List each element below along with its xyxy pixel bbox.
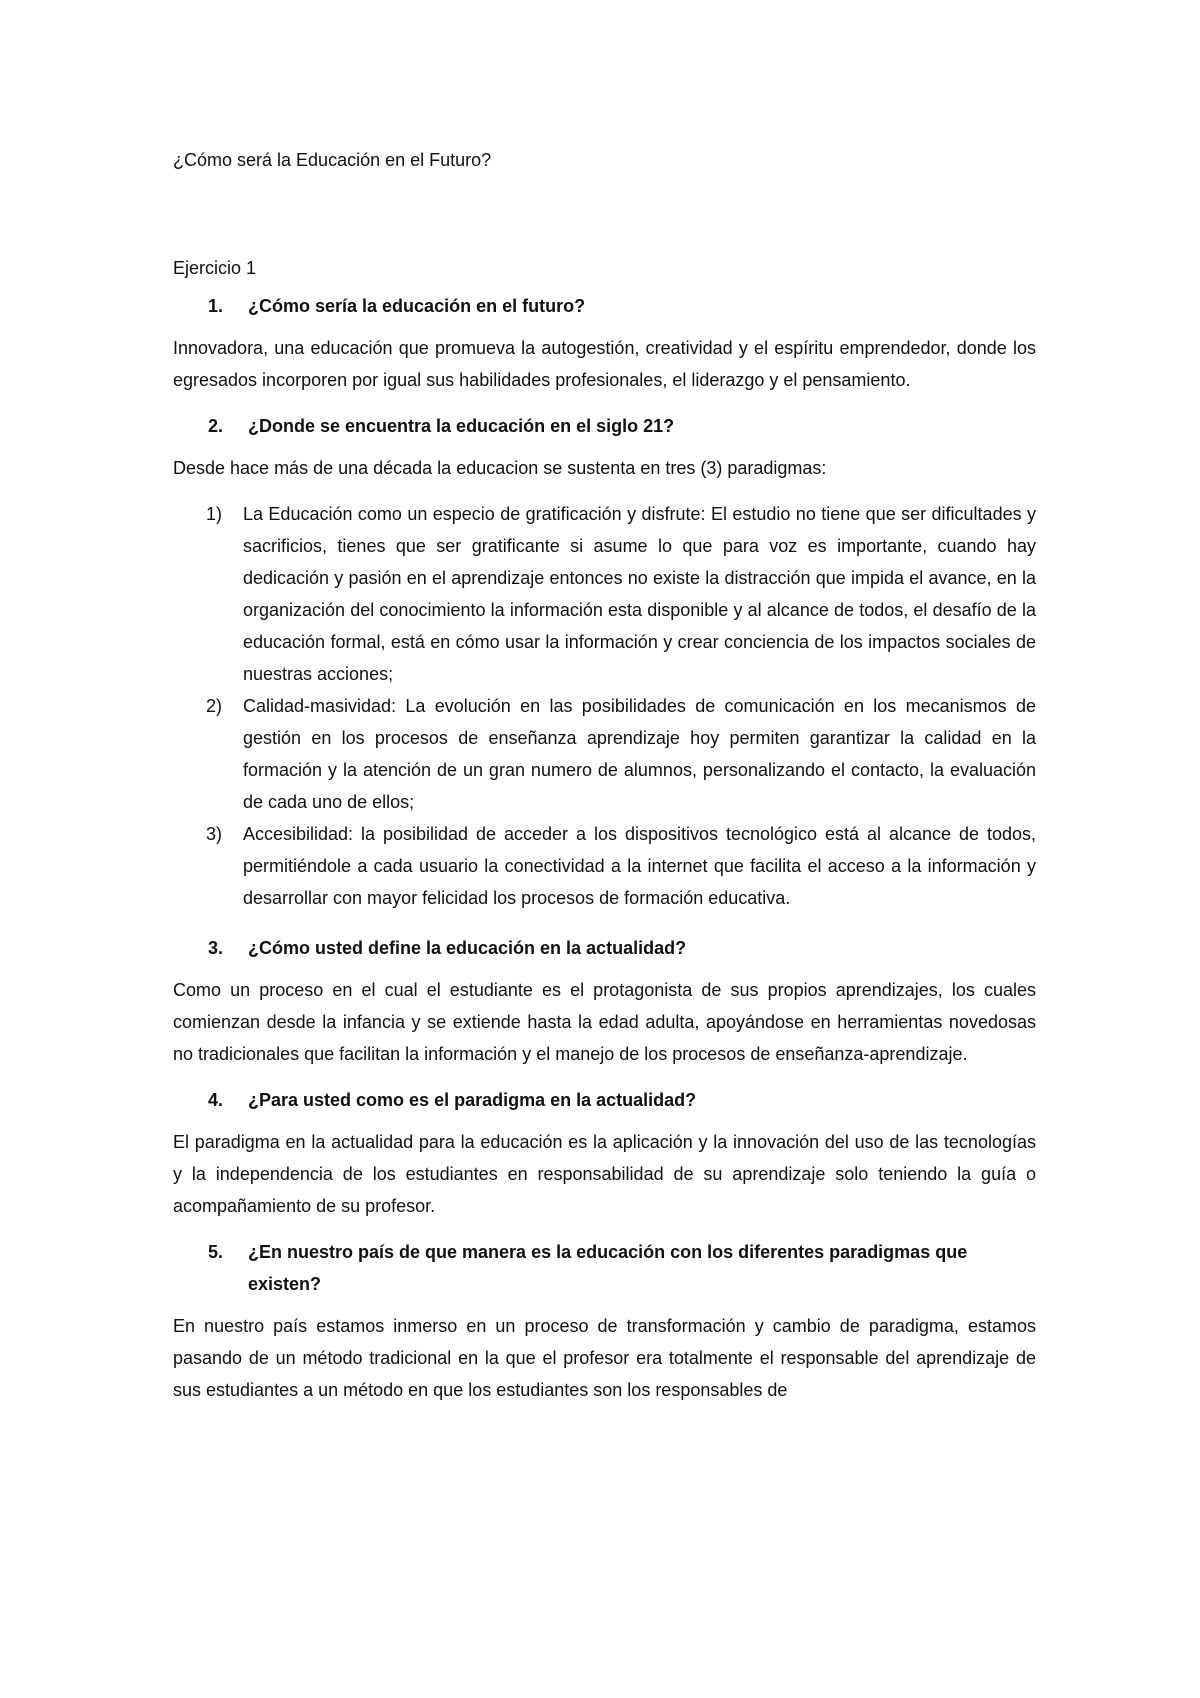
list-item: [173, 818, 1036, 914]
question-number: 4.: [208, 1090, 224, 1110]
question-text: ¿Para usted como es el paradigma en la actualidad?: [248, 1090, 697, 1110]
answer-4: El paradigma en la actualidad para la educación es la aplicación y la innovación del uso de las tecnologías y la independencia de los estudiantes en responsabilidad de su aprendizaje solo teniendo la guía o acompañamiento de su profesor.: [173, 1132, 1036, 1216]
paradigm-list: [173, 498, 1036, 914]
question-3: [173, 932, 1036, 964]
list-item-text: Accesibilidad: la posibilidad de acceder a los dispositivos tecnológico está al alcance de todos, permitiéndole a cada usuario la conectividad a la internet que facilita el acceso a la información y desarrollar con mayor felicidad los procesos de formación educativa.: [243, 824, 1036, 908]
answer-1: Innovadora, una educación que promueva la autogestión, creatividad y el espíritu emprendedor, donde los egresados incorporen por igual sus habilidades profesionales, el liderazgo y el pensamiento.: [173, 338, 1036, 390]
question-text: ¿Cómo usted define la educación en la actualidad?: [248, 938, 687, 958]
document-title: ¿Cómo será la Educación en el Futuro?: [173, 150, 492, 170]
list-item: [173, 690, 1036, 818]
answer-5: En nuestro país estamos inmerso en un proceso de transformación y cambio de paradigma, estamos pasando de un método tradicional en la que el profesor era totalmente el responsable del aprendizaje de sus estudiantes a un método en que los estudiantes son los responsables de: [173, 1316, 1036, 1400]
question-2: [173, 410, 1036, 442]
question-text: ¿Cómo sería la educación en el futuro?: [248, 296, 586, 316]
list-item-number: 3): [206, 824, 223, 844]
answer-3: Como un proceso en el cual el estudiante es el protagonista de sus propios aprendizajes, los cuales comienzan desde la infancia y se extiende hasta la edad adulta, apoyándose en herramientas novedosas no tradicionales que facilitan la información y el manejo de los procesos de enseñanza-aprendizaje.: [173, 980, 1036, 1064]
list-item: [173, 498, 1036, 690]
question-4: [173, 1084, 1036, 1116]
answer-2: Desde hace más de una década la educacion se sustenta en tres (3) paradigmas:: [173, 458, 827, 478]
list-item-number: 2): [206, 696, 223, 716]
list-item-text: Calidad-masividad: La evolución en las posibilidades de comunicación en los mecanismos de gestión en los procesos de enseñanza aprendizaje hoy permiten garantizar la calidad en la formación y la atención de un gran numero de alumnos, personalizando el contacto, la evaluación de cada uno de ellos;: [243, 696, 1036, 812]
list-item-number: 1): [206, 504, 223, 524]
exercise-label: Ejercicio 1: [173, 258, 257, 278]
question-5: [173, 1236, 1036, 1300]
question-number: 5.: [208, 1242, 224, 1262]
question-number: 3.: [208, 938, 224, 958]
question-text: ¿En nuestro país de que manera es la educación con los diferentes paradigmas que existen?: [248, 1242, 968, 1294]
question-text: ¿Donde se encuentra la educación en el siglo 21?: [248, 416, 675, 436]
list-item-text: La Educación como un especio de gratificación y disfrute: El estudio no tiene que ser dificultades y sacrificios, tienes que ser gratificante si asume lo que para voz es importante, cuando hay dedicación y pasión en el aprendizaje entonces no existe la distracción que impida el avance, en la organización del conocimiento la información esta disponible y al alcance de todos, el desafío de la educación formal, está en cómo usar la información y crear conciencia de los impactos sociales de nuestras acciones;: [243, 504, 1036, 684]
question-number: 1.: [208, 296, 224, 316]
question-1: [173, 290, 1036, 322]
question-number: 2.: [208, 416, 224, 436]
